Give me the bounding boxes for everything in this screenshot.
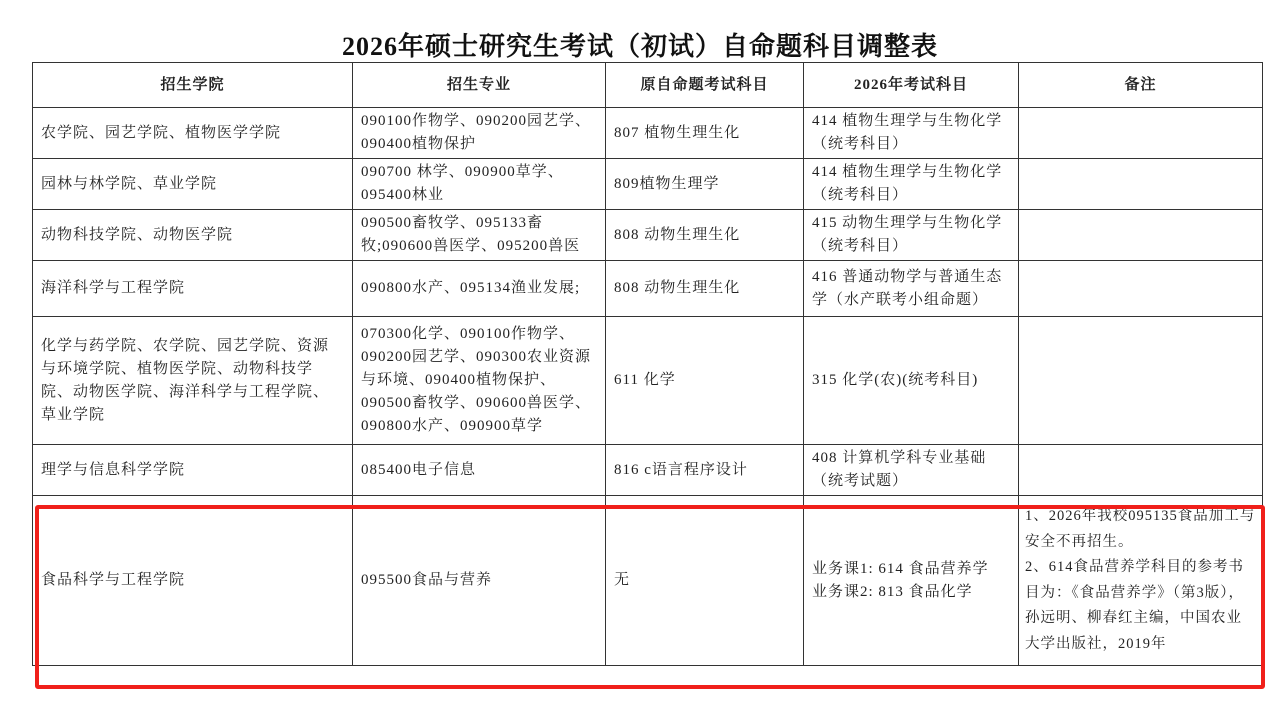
new-subject-cell (804, 496, 1019, 666)
college-cell: 食品科学与工程学院 (33, 496, 353, 666)
table-row (33, 210, 1263, 261)
major-cell: 085400电子信息 (353, 445, 606, 496)
note-cell (1019, 108, 1263, 159)
table-row (33, 108, 1263, 159)
original-subject-cell: 808 动物生理生化 (606, 210, 804, 261)
note-line: 1、2026年我校095135食品加工与安全不再招生。 (1025, 508, 1256, 550)
table-row (33, 317, 1263, 445)
new-subject-cell: 315 化学(农)(统考科目) (804, 317, 1019, 445)
header-college: 招生学院 (33, 63, 353, 108)
note-cell (1019, 261, 1263, 317)
header-original-subject: 原自命题考试科目 (606, 63, 804, 108)
note-cell (1019, 159, 1263, 210)
major-cell: 090100作物学、090200园艺学、090400植物保护 (353, 108, 606, 159)
note-cell (1019, 496, 1263, 666)
table-row (33, 261, 1263, 317)
table-header-row (33, 63, 1263, 108)
college-cell: 理学与信息科学学院 (33, 445, 353, 496)
major-cell: 070300化学、090100作物学、090200园艺学、090300农业资源与环境、090400植物保护、090500畜牧学、090600兽医学、090800水产、090900草学 (353, 317, 606, 445)
page-title: 2026年硕士研究生考试（初试）自命题科目调整表 (341, 32, 938, 61)
note-line: 2、614食品营养学科目的参考书目为：《食品营养学》（第3版），孙远明、柳春红主编，中国农业大学出版社，2019年 (1025, 559, 1244, 652)
original-subject-cell: 611 化学 (606, 317, 804, 445)
major-cell: 090500畜牧学、095133畜牧;090600兽医学、095200兽医 (353, 210, 606, 261)
header-major: 招生专业 (353, 63, 606, 108)
table-row (33, 496, 1263, 666)
major-cell: 095500食品与营养 (353, 496, 606, 666)
subject-adjustment-table (32, 62, 1263, 666)
new-subject-cell: 414 植物生理学与生物化学（统考科目） (804, 108, 1019, 159)
original-subject-cell: 无 (606, 496, 804, 666)
original-subject-cell: 807 植物生理生化 (606, 108, 804, 159)
note-cell (1019, 317, 1263, 445)
header-note: 备注 (1019, 63, 1263, 108)
original-subject-cell: 809植物生理学 (606, 159, 804, 210)
new-subject-line: 业务课1: 614 食品营养学 (812, 560, 989, 577)
new-subject-cell: 416 普通动物学与普通生态学（水产联考小组命题） (804, 261, 1019, 317)
table-row (33, 445, 1263, 496)
major-cell: 090800水产、095134渔业发展; (353, 261, 606, 317)
college-cell: 动物科技学院、动物医学院 (33, 210, 353, 261)
original-subject-cell: 808 动物生理生化 (606, 261, 804, 317)
new-subject-cell: 408 计算机学科专业基础（统考试题） (804, 445, 1019, 496)
college-cell: 农学院、园艺学院、植物医学学院 (33, 108, 353, 159)
note-cell (1019, 445, 1263, 496)
header-new-subject: 2026年考试科目 (804, 63, 1019, 108)
college-cell: 园林与林学院、草业学院 (33, 159, 353, 210)
college-cell: 化学与药学院、农学院、园艺学院、资源与环境学院、植物医学院、动物科技学院、动物医学院、海洋科学与工程学院、草业学院 (33, 317, 353, 445)
note-cell (1019, 210, 1263, 261)
table-row (33, 159, 1263, 210)
college-cell: 海洋科学与工程学院 (33, 261, 353, 317)
new-subject-cell: 414 植物生理学与生物化学（统考科目） (804, 159, 1019, 210)
original-subject-cell: 816 c语言程序设计 (606, 445, 804, 496)
new-subject-line: 业务课2: 813 食品化学 (812, 583, 973, 600)
new-subject-cell: 415 动物生理学与生物化学（统考科目） (804, 210, 1019, 261)
major-cell: 090700 林学、090900草学、095400林业 (353, 159, 606, 210)
